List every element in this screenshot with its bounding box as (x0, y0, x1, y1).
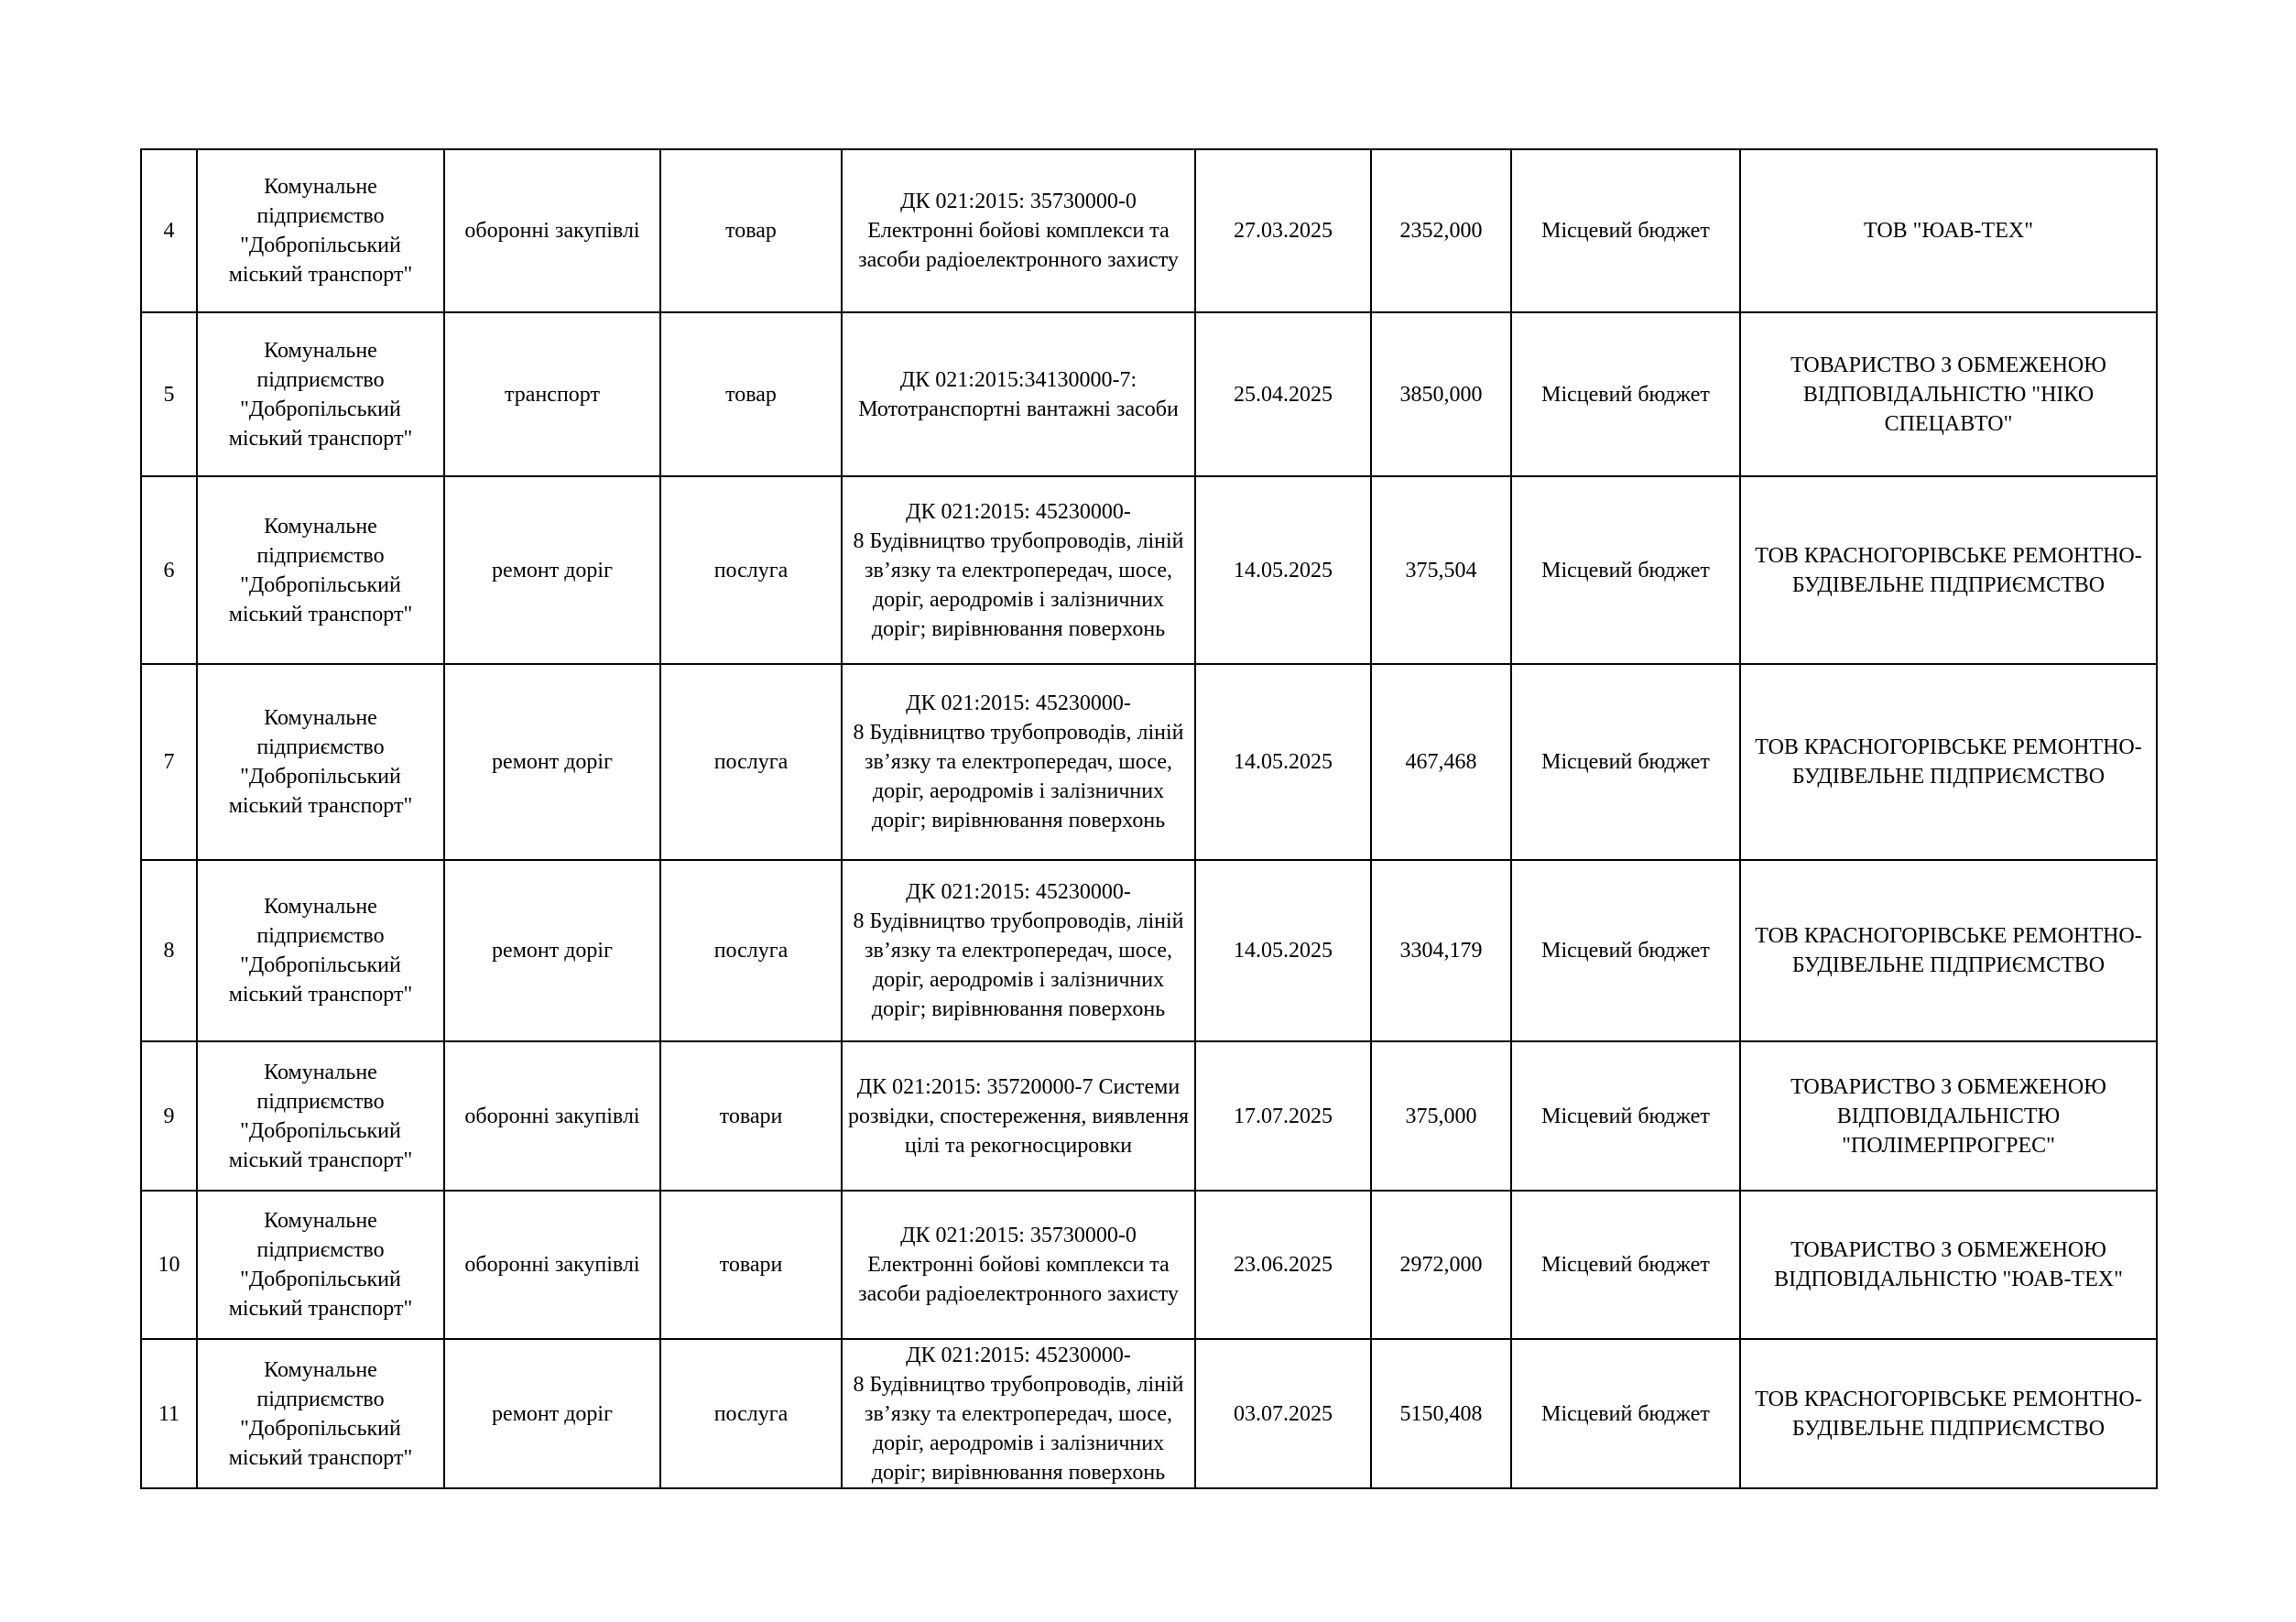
cell-procurement-category (444, 149, 660, 312)
cell-cpv-code-description (842, 149, 1195, 312)
procurement-type: послуга (713, 1401, 789, 1426)
cell-customer-name (197, 149, 444, 312)
cell-procurement-category (444, 476, 660, 664)
cell-row-number (141, 860, 197, 1041)
cell-contract-date (1195, 1339, 1371, 1488)
cell-contract-date (1195, 476, 1371, 664)
cpv-code-description: ДК 021:2015: 35720000-7 Системи розвідки, спостереження, виявлення цілі та рекогносцировки (848, 1074, 1189, 1158)
cell-procurement-type (660, 1041, 842, 1191)
table-row (141, 1339, 2157, 1488)
cell-funding-source (1511, 149, 1740, 312)
cell-procurement-type (660, 860, 842, 1041)
cell-supplier-name (1740, 1339, 2157, 1488)
cell-supplier-name (1740, 312, 2157, 476)
contract-amount: 5150,408 (1399, 1401, 1483, 1426)
funding-source: Місцевий бюджет (1541, 750, 1710, 774)
cell-procurement-category (444, 312, 660, 476)
row-number: 7 (163, 750, 175, 774)
cell-contract-date (1195, 149, 1371, 312)
customer-name: Комунальне підприємство "Добропільський міський транспорт" (228, 1060, 413, 1172)
cell-customer-name (197, 1191, 444, 1339)
procurement-type: товари (719, 1253, 783, 1277)
procurement-category: ремонт доріг (492, 750, 613, 774)
cell-funding-source (1511, 1191, 1740, 1339)
cpv-code-description: ДК 021:2015:34130000-7: Мототранспортні вантажні засоби (858, 367, 1179, 421)
cell-supplier-name (1740, 1041, 2157, 1191)
cell-row-number (141, 476, 197, 664)
procurement-category: оборонні закупівлі (464, 1253, 640, 1277)
cell-procurement-category (444, 1339, 660, 1488)
contract-amount: 3304,179 (1399, 939, 1483, 963)
row-number: 10 (158, 1253, 180, 1277)
contract-date: 14.05.2025 (1234, 750, 1333, 774)
cell-cpv-code-description (842, 1339, 1195, 1488)
cell-contract-date (1195, 1191, 1371, 1339)
procurement-type: товар (725, 219, 777, 243)
cell-cpv-code-description (842, 476, 1195, 664)
cell-contract-amount (1371, 476, 1511, 664)
table-row (141, 860, 2157, 1041)
cell-customer-name (197, 1041, 444, 1191)
cpv-code-description: ДК 021:2015: 45230000- 8 Будівництво трубопроводів, ліній зв’язку та електропередач, шосе, доріг, аеродромів і залізничних доріг; вирівнювання поверхонь (853, 691, 1184, 833)
procurement-category: ремонт доріг (492, 939, 613, 963)
cell-customer-name (197, 1339, 444, 1488)
row-number: 9 (163, 1104, 175, 1128)
cell-procurement-category (444, 664, 660, 860)
cell-procurement-type (660, 312, 842, 476)
cell-supplier-name (1740, 664, 2157, 860)
cell-contract-amount (1371, 664, 1511, 860)
cell-procurement-type (660, 149, 842, 312)
contract-amount: 467,468 (1405, 750, 1477, 774)
cpv-code-description: ДК 021:2015: 35730000-0 Електронні бойові комплекси та засоби радіоелектронного захисту (858, 1224, 1179, 1306)
supplier-name: ТОВ КРАСНОГОРІВСЬКЕ РЕМОНТНО-БУДІВЕЛЬНЕ ПІДПРИЄМСТВО (1755, 1387, 2142, 1441)
cell-supplier-name (1740, 149, 2157, 312)
procurement-category: оборонні закупівлі (464, 219, 640, 243)
contract-amount: 2352,000 (1399, 219, 1483, 243)
table-body (141, 149, 2157, 1488)
contract-date: 25.04.2025 (1234, 382, 1333, 407)
procurement-type: товар (725, 382, 777, 407)
customer-name: Комунальне підприємство "Добропільський міський транспорт" (228, 175, 413, 287)
cell-contract-date (1195, 664, 1371, 860)
supplier-name: ТОВ "ЮАВ-ТЕХ" (1863, 219, 2033, 243)
procurement-category: оборонні закупівлі (464, 1104, 640, 1128)
supplier-name: ТОВАРИСТВО З ОБМЕЖЕНОЮ ВІДПОВІДАЛЬНІСТЮ "ПОЛІМЕРПРОГРЕС" (1790, 1074, 2106, 1158)
cell-row-number (141, 1041, 197, 1191)
cell-row-number (141, 1339, 197, 1488)
cell-cpv-code-description (842, 1191, 1195, 1339)
cpv-code-description: ДК 021:2015: 35730000-0 Електронні бойові комплекси та засоби радіоелектронного захисту (858, 190, 1179, 272)
cell-procurement-category (444, 1191, 660, 1339)
procurement-table (140, 148, 2158, 1489)
cell-funding-source (1511, 312, 1740, 476)
cell-procurement-category (444, 860, 660, 1041)
row-number: 11 (158, 1401, 180, 1426)
funding-source: Місцевий бюджет (1541, 382, 1710, 407)
supplier-name: ТОВ КРАСНОГОРІВСЬКЕ РЕМОНТНО-БУДІВЕЛЬНЕ ПІДПРИЄМСТВО (1755, 543, 2142, 597)
contract-amount: 3850,000 (1399, 382, 1483, 407)
row-number: 4 (163, 219, 175, 243)
contract-date: 23.06.2025 (1234, 1253, 1333, 1277)
funding-source: Місцевий бюджет (1541, 219, 1710, 243)
supplier-name: ТОВ КРАСНОГОРІВСЬКЕ РЕМОНТНО-БУДІВЕЛЬНЕ ПІДПРИЄМСТВО (1755, 735, 2142, 789)
cell-procurement-category (444, 1041, 660, 1191)
cell-procurement-type (660, 664, 842, 860)
contract-amount: 2972,000 (1399, 1253, 1483, 1277)
cell-supplier-name (1740, 1191, 2157, 1339)
procurement-category: ремонт доріг (492, 558, 613, 582)
procurement-type: послуга (713, 750, 789, 774)
cell-funding-source (1511, 1339, 1740, 1488)
table-row (141, 1191, 2157, 1339)
cell-cpv-code-description (842, 664, 1195, 860)
customer-name: Комунальне підприємство "Добропільський міський транспорт" (228, 706, 413, 818)
cpv-code-description: ДК 021:2015: 45230000- 8 Будівництво трубопроводів, ліній зв’язку та електропередач, шосе, доріг, аеродромів і залізничних доріг; вирівнювання поверхонь (853, 880, 1184, 1021)
customer-name: Комунальне підприємство "Добропільський міський транспорт" (228, 1357, 413, 1470)
funding-source: Місцевий бюджет (1541, 1104, 1710, 1128)
procurement-type: послуга (713, 939, 789, 963)
cell-procurement-type (660, 1339, 842, 1488)
contract-date: 14.05.2025 (1234, 939, 1333, 963)
cell-contract-date (1195, 312, 1371, 476)
cell-procurement-type (660, 476, 842, 664)
row-number: 6 (163, 558, 175, 582)
supplier-name: ТОВ КРАСНОГОРІВСЬКЕ РЕМОНТНО-БУДІВЕЛЬНЕ ПІДПРИЄМСТВО (1755, 924, 2142, 977)
table-row (141, 1041, 2157, 1191)
cell-contract-amount (1371, 312, 1511, 476)
customer-name: Комунальне підприємство "Добропільський міський транспорт" (228, 1209, 413, 1321)
cell-customer-name (197, 312, 444, 476)
row-number: 8 (163, 939, 175, 963)
cell-cpv-code-description (842, 1041, 1195, 1191)
funding-source: Місцевий бюджет (1541, 1253, 1710, 1277)
cell-funding-source (1511, 860, 1740, 1041)
cell-contract-amount (1371, 1041, 1511, 1191)
cell-funding-source (1511, 664, 1740, 860)
customer-name: Комунальне підприємство "Добропільський міський транспорт" (228, 514, 413, 626)
cell-row-number (141, 149, 197, 312)
procurement-type: товари (719, 1104, 783, 1128)
cell-customer-name (197, 664, 444, 860)
cell-procurement-type (660, 1191, 842, 1339)
cell-cpv-code-description (842, 860, 1195, 1041)
cell-customer-name (197, 860, 444, 1041)
cell-row-number (141, 664, 197, 860)
supplier-name: ТОВАРИСТВО З ОБМЕЖЕНОЮ ВІДПОВІДАЛЬНІСТЮ "НІКО СПЕЦАВТО" (1790, 353, 2106, 436)
supplier-name: ТОВАРИСТВО З ОБМЕЖЕНОЮ ВІДПОВІДАЛЬНІСТЮ "ЮАВ-ТЕХ" (1774, 1238, 2123, 1291)
customer-name: Комунальне підприємство "Добропільський міський транспорт" (228, 895, 413, 1007)
procurement-category: ремонт доріг (492, 1401, 613, 1426)
cell-funding-source (1511, 1041, 1740, 1191)
procurement-category: транспорт (505, 382, 600, 407)
cell-row-number (141, 312, 197, 476)
contract-amount: 375,000 (1405, 1104, 1477, 1128)
funding-source: Місцевий бюджет (1541, 558, 1710, 582)
cell-contract-date (1195, 860, 1371, 1041)
cell-contract-amount (1371, 1339, 1511, 1488)
funding-source: Місцевий бюджет (1541, 939, 1710, 963)
cell-supplier-name (1740, 860, 2157, 1041)
table-row (141, 149, 2157, 312)
contract-date: 03.07.2025 (1234, 1401, 1333, 1426)
cell-contract-amount (1371, 149, 1511, 312)
cell-cpv-code-description (842, 312, 1195, 476)
cell-funding-source (1511, 476, 1740, 664)
cpv-code-description: ДК 021:2015: 45230000- 8 Будівництво трубопроводів, ліній зв’язку та електропередач, шосе, доріг, аеродромів і залізничних доріг; вирівнювання поверхонь (853, 499, 1184, 641)
contract-amount: 375,504 (1405, 558, 1477, 582)
procurement-type: послуга (713, 558, 789, 582)
cell-contract-date (1195, 1041, 1371, 1191)
cell-contract-amount (1371, 860, 1511, 1041)
table-row (141, 312, 2157, 476)
table-row (141, 664, 2157, 860)
cell-customer-name (197, 476, 444, 664)
contract-date: 17.07.2025 (1234, 1104, 1333, 1128)
contract-date: 14.05.2025 (1234, 558, 1333, 582)
row-number: 5 (163, 382, 175, 407)
cell-row-number (141, 1191, 197, 1339)
contract-date: 27.03.2025 (1234, 219, 1333, 243)
cell-supplier-name (1740, 476, 2157, 664)
table-row (141, 476, 2157, 664)
cpv-code-description: ДК 021:2015: 45230000- 8 Будівництво трубопроводів, ліній зв’язку та електропередач, шосе, доріг, аеродромів і залізничних доріг; вирівнювання поверхонь (853, 1343, 1184, 1485)
cell-contract-amount (1371, 1191, 1511, 1339)
customer-name: Комунальне підприємство "Добропільський міський транспорт" (228, 338, 413, 451)
funding-source: Місцевий бюджет (1541, 1401, 1710, 1426)
